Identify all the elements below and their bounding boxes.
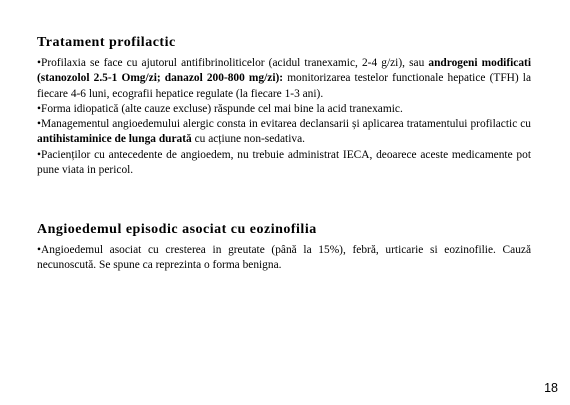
paragraph-episodic-description: •Angioedemul asociat cu cresterea in greutate (până la 15%), febră, urticarie si eozinofilie. Cauză necunoscută. Se spune ca reprezinta o forma benigna. xyxy=(37,244,531,272)
paragraph-prophylaxis xyxy=(37,56,531,102)
page-number: 18 xyxy=(544,381,558,395)
paragraph-ace-inhibitor-warning: •Pacienților cu antecedente de angioedem, nu trebuie administrat IECA, deoarece aceste medicamente pot pune viata in pericol. xyxy=(37,148,531,177)
text-run: •Managementul angioedemului alergic consta in evitarea declansarii și aplicarea tratamentului profilactic cu xyxy=(37,118,531,131)
section-prophylactic-treatment xyxy=(37,34,531,178)
paragraph-idiopathic-form: •Forma idiopatică (alte cauze excluse) răspunde cel mai bine la acid tranexamic. xyxy=(37,102,403,115)
section-heading: Angioedemul episodic asociat cu eozinofilia xyxy=(37,222,317,237)
text-run: monitorizarea testelor functionale hepatice (TFH) la fiecare 4-6 luni, ecografii hepatice regulate (la fiecare 1-3 ani). xyxy=(37,72,531,100)
paragraph-allergic-management xyxy=(37,117,531,148)
bold-text-run: antihistaminice de lunga durată xyxy=(37,133,192,146)
bold-text-run: androgeni modificati (stanozolol 2.5-1 Omg/zi; danazol 200-800 mg/zi): xyxy=(37,57,531,85)
text-run: •Profilaxia se face cu ajutorul antifibrinoliticelor (acidul tranexamic, 2-4 g/zi), sau xyxy=(37,57,429,69)
section-episodic-angioedema xyxy=(37,221,531,274)
text-run: cu acțiune non-sedativa. xyxy=(191,133,305,146)
section-heading: Tratament profilactic xyxy=(37,35,176,50)
